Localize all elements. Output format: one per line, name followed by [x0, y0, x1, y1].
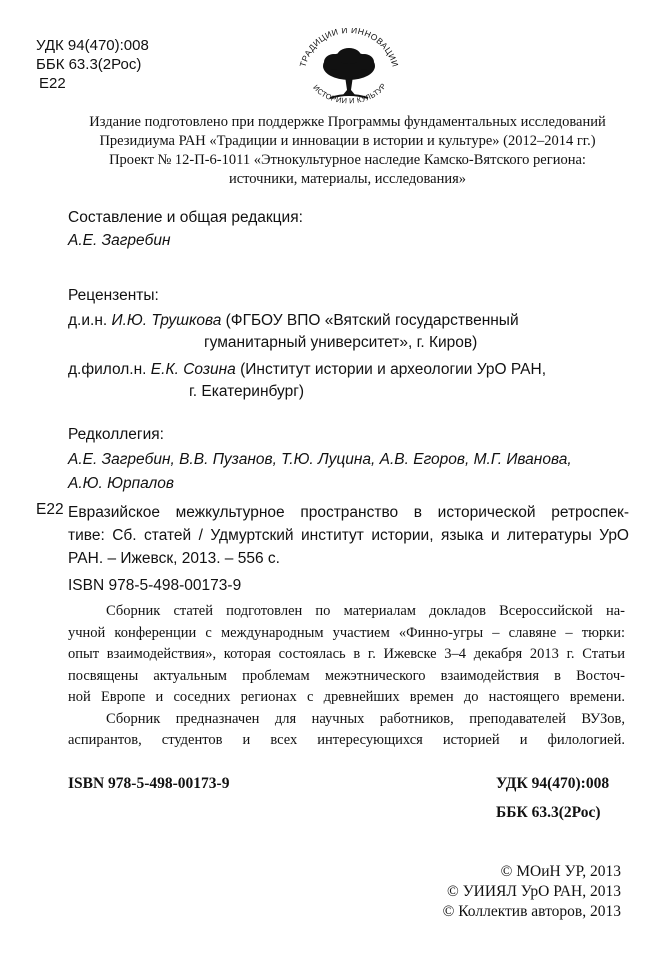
isbn-bold: ISBN 978-5-498-00173-9 [68, 775, 230, 792]
abstract [68, 601, 625, 752]
reviewer-1-name: И.Ю. Трушкова [111, 312, 222, 329]
bbk-bold: ББК 63.3(2Рос) [496, 804, 601, 821]
abstract-line: опыт взаимодействия», которая состоялась в г. Ижевске 3–4 декабря 2013 г. Статьи [68, 646, 625, 662]
abstract-line: посвящены актуальным проблемам межэтнического взаимодействия в Восточ- [68, 667, 625, 684]
top-classification-codes [36, 36, 149, 93]
reviewer-1-affiliation: (ФГБОУ ВПО «Вятский государственный [221, 312, 519, 329]
abstract-line: аспирантов, студентов и всех интересующихся историей и филологией. [68, 732, 625, 748]
biblio-line: РАН. – Ижевск, 2013. – 556 с. [68, 550, 280, 567]
udk-bold: УДК 94(470):008 [496, 775, 610, 792]
publisher-logo [290, 28, 408, 110]
compilers-label: Составление и общая редакция: [68, 209, 303, 226]
support-line: Издание подготовлено при поддержке Программы фундаментальных исследований [89, 114, 606, 130]
reviewer-2-degree: д.филол.н. [68, 361, 151, 378]
catalog-code-entry: Е22 [36, 501, 64, 518]
editorial-board-label: Редколлегия: [68, 426, 164, 443]
reviewer-2-affiliation-cont: г. Екатеринбург) [189, 383, 305, 400]
abstract-line: ной Европе и соседних регионах с древнейших времен до настоящего времени. [68, 689, 625, 705]
reviewer-1-degree: д.и.н. [68, 312, 112, 329]
compilers-name: А.Е. Загребин [68, 232, 171, 249]
reviewers-label: Рецензенты: [68, 287, 159, 304]
catalog-code: Е22 [39, 75, 66, 92]
copyright-block [443, 862, 621, 922]
reviewer-2-affiliation: (Институт истории и археологии УрО РАН, [235, 361, 547, 378]
support-line: источники, материалы, исследования» [228, 171, 467, 187]
editorial-board-members-cont: А.Ю. Юрпалов [68, 475, 175, 492]
copyright-line: © УИИЯЛ УрО РАН, 2013 [447, 883, 621, 900]
isbn-line: ISBN 978-5-498-00173-9 [68, 577, 242, 594]
reviewer-1 [68, 312, 519, 330]
support-line: Проект № 12-П-6-1011 «Этнокультурное наследие Камско-Вятского региона: [109, 152, 586, 168]
editorial-board-members: А.Е. Загребин, В.В. Пузанов, Т.Ю. Луцина, А.В. Егоров, М.Г. Иванова, [68, 451, 572, 468]
reviewer-2 [68, 361, 546, 379]
reviewer-2-name: Е.К. Созина [150, 361, 236, 378]
logo-arc-top: ТРАДИЦИИ И ИННОВАЦИИ [297, 28, 401, 69]
abstract-line: учной конференции с международным участием «Финно-угры – славяне – тюрки: [68, 624, 625, 641]
abstract-line: Сборник статей подготовлен по материалам докладов Всероссийской на- [106, 603, 625, 619]
logo-arc-bottom: ИСТОРИИ И КУЛЬТУР [311, 81, 389, 106]
biblio-line: тиве: Сб. статей / Удмуртский институт истории, языка и литературы УрО [68, 527, 629, 544]
abstract-line: Сборник предназначен для научных работников, преподавателей ВУЗов, [106, 710, 625, 727]
tree-emblem-icon [290, 28, 408, 110]
copyright-line: © МОиН УР, 2013 [500, 863, 621, 880]
support-statement [60, 113, 635, 189]
reviewer-1-affiliation-cont: гуманитарный университет», г. Киров) [204, 334, 478, 351]
bibliographic-description [68, 501, 629, 570]
biblio-line: Евразийское межкультурное пространство в исторической ретроспек- [68, 504, 629, 521]
support-line: Президиума РАН «Традиции и инновации в истории и культуре» (2012–2014 гг.) [99, 133, 596, 149]
copyright-line: © Коллектив авторов, 2013 [442, 903, 621, 920]
udk-code: УДК 94(470):008 [36, 37, 149, 54]
bbk-code: ББК 63.3(2Рос) [36, 56, 142, 73]
